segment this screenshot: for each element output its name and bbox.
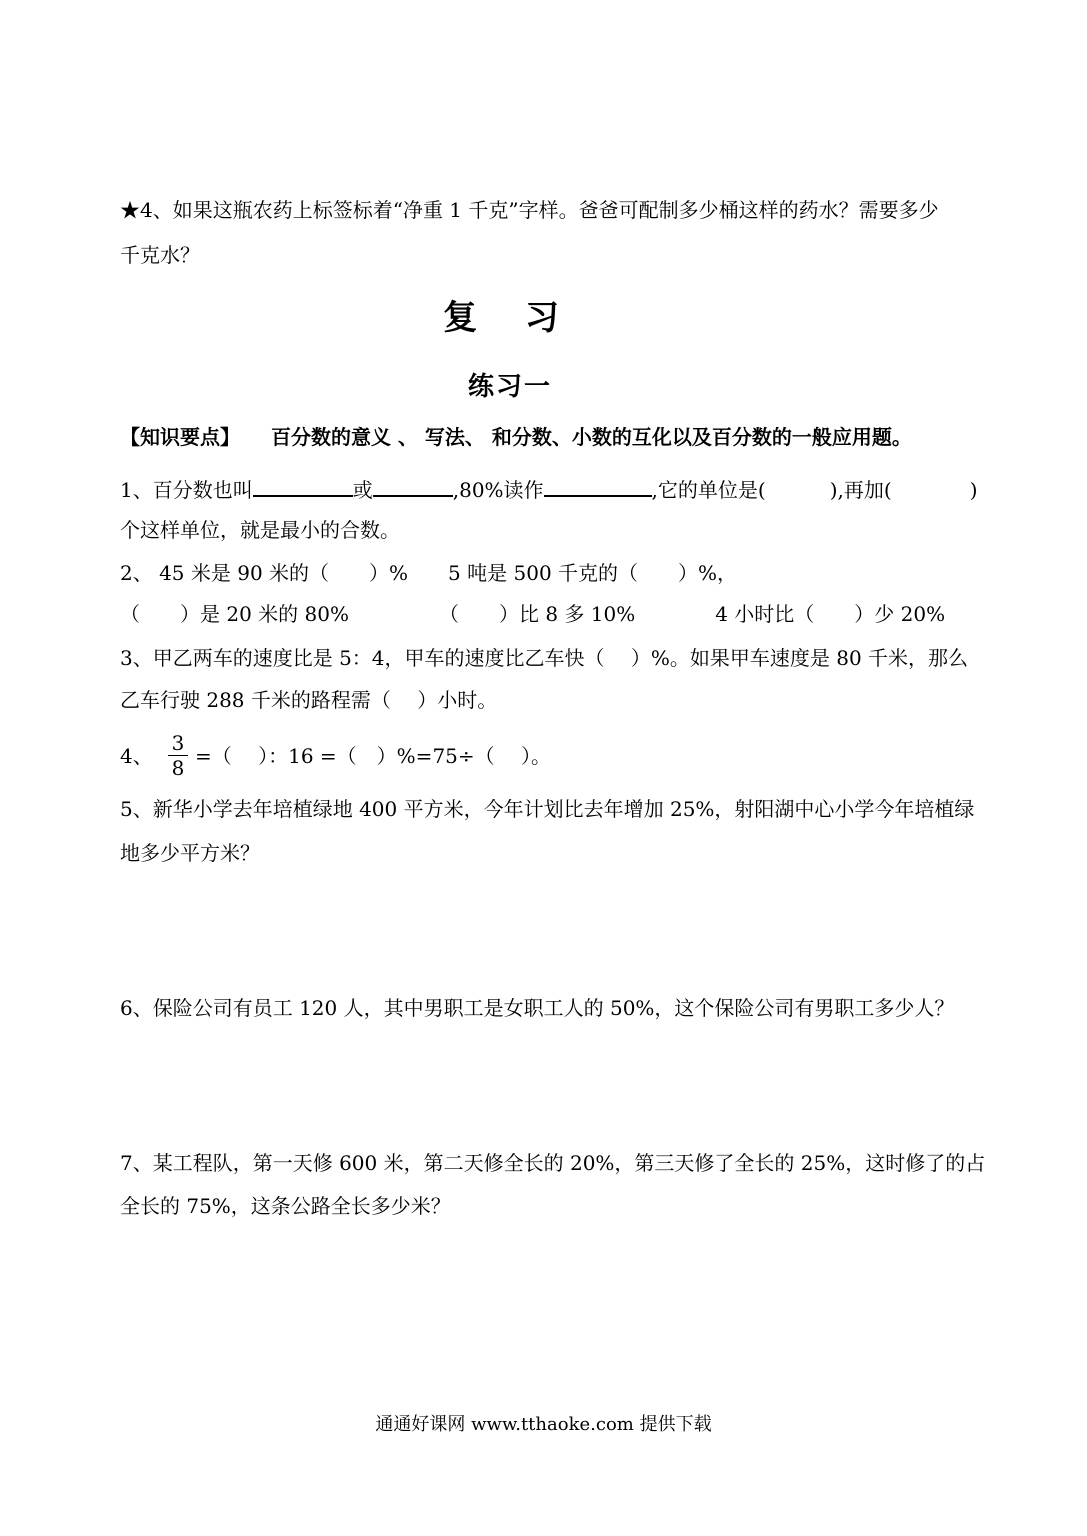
q1-part-f: ) xyxy=(969,478,978,502)
fraction-numerator: 3 xyxy=(168,733,188,756)
question-2-line1: 2、 45 米是 90 米的（ ）% 5 吨是 500 千克的（ ）%， xyxy=(120,561,738,585)
q1-part-e: ),再加( xyxy=(829,478,892,502)
q1-blank-1 xyxy=(253,477,353,497)
question-3-line2: 乙车行驶 288 千米的路程需（ ）小时。 xyxy=(120,688,498,712)
question-4-rest: =（ ）：16 =（ ）%=75÷（ ）。 xyxy=(195,744,552,768)
fraction-3-8 xyxy=(168,733,188,778)
q1-part-b: 或 xyxy=(352,478,373,502)
question-6-line1: 6、保险公司有员工 120 人，其中男职工是女职工人的 50%，这个保险公司有男职工多少人？ xyxy=(120,996,955,1020)
question-1-line2: 个这样单位，就是最小的合数。 xyxy=(120,518,400,542)
key-points-label: 【知识要点】 xyxy=(120,425,240,449)
q1-part-a: 1、百分数也叫 xyxy=(120,478,253,502)
question-7-line1: 7、某工程队，第一天修 600 米，第二天修全长的 20%，第三天修了全长的 25%，这时修了的占 xyxy=(120,1151,986,1175)
question-5-line2: 地多少平方米？ xyxy=(120,841,260,865)
key-points-text: 百分数的意义 、 写法、 和分数、小数的互化以及百分数的一般应用题。 xyxy=(270,425,912,449)
question-4-prefix: 4、 xyxy=(120,744,153,768)
question-5-line1: 5、新华小学去年培植绿地 400 平方米，今年计划比去年增加 25%，射阳湖中心小学今年培植绿 xyxy=(120,797,975,821)
question-3-line1: 3、甲乙两车的速度比是 5：4，甲车的速度比乙车快（ ）%。如果甲车速度是 80 千米，那么 xyxy=(120,646,969,670)
page-footer: 通通好课网 www.tthaoke.com 提供下载 xyxy=(375,1414,712,1435)
page-title-review: 复 习 xyxy=(443,298,577,338)
q1-blank-2 xyxy=(373,477,453,497)
question-star4-line2: 千克水？ xyxy=(120,243,200,267)
question-2-line2: （ ）是 20 米的 80% （ ）比 8 多 10% 4 小时比（ ）少 20% xyxy=(120,602,946,626)
question-star4-line1: ★4、如果这瓶农药上标签标着“净重 1 千克”字样。爸爸可配制多少桶这样的药水？需要多少 xyxy=(120,198,939,222)
question-7-line2: 全长的 75%，这条公路全长多少米？ xyxy=(120,1194,451,1218)
question-1-line1 xyxy=(120,477,978,500)
key-points xyxy=(120,427,912,447)
q1-part-d: ,它的单位是( xyxy=(651,478,766,502)
q1-blank-3 xyxy=(544,477,652,497)
section-title-exercise-1: 练习一 xyxy=(467,372,552,402)
q1-part-c: ,80%读作 xyxy=(452,478,544,502)
fraction-denominator: 8 xyxy=(171,756,185,780)
